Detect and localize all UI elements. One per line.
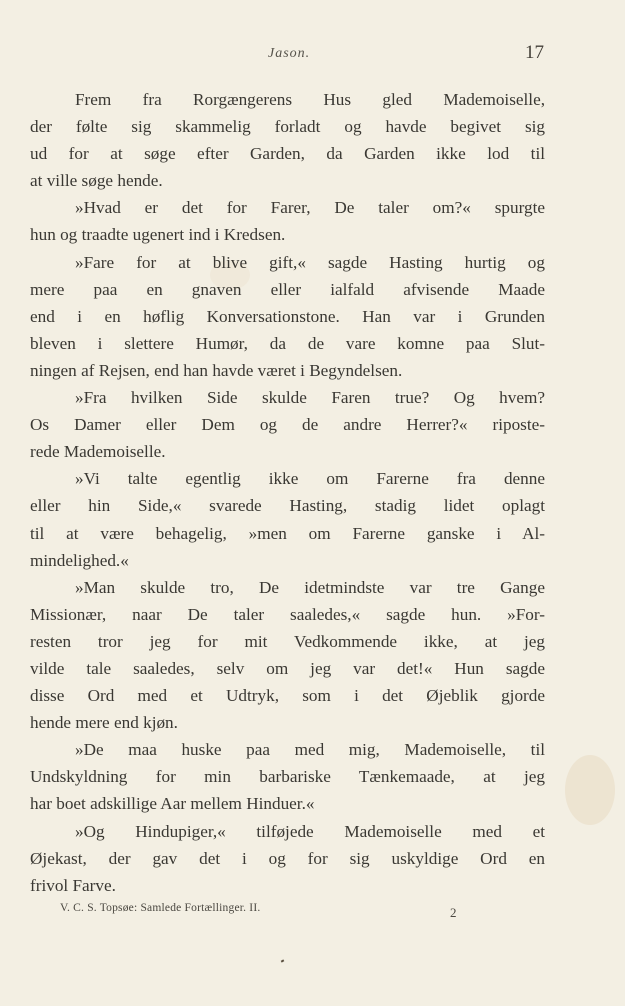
text-line: mindelighed.« — [30, 550, 129, 570]
running-title: Jason. — [268, 46, 311, 61]
text-line: har boet adskillige Aar mellem Hinduer.« — [30, 794, 315, 814]
text-line: Øjekast, der gav det i og for sig uskyldige Ord en — [30, 848, 545, 868]
text-line: Undskyldning for min barbariske Tænkemaade, at jeg — [30, 767, 545, 787]
text-line: »De maa huske paa med mig, Mademoiselle, til — [75, 740, 545, 760]
text-line: »Vi talte egentlig ikke om Farerne fra denne — [75, 469, 545, 489]
body-text — [30, 86, 545, 899]
signature-text: V. C. S. Topsøe: Samlede Fortællinger. II. — [60, 902, 261, 914]
text-line: vilde tale saaledes, selv om jeg var det!« Hun sagde — [30, 658, 545, 678]
text-line: end i en høflig Konversationstone. Han var i Grunden — [30, 306, 545, 326]
running-head — [0, 40, 625, 70]
text-line: til at være behagelig, »men om Farerne ganske i Al- — [30, 523, 545, 543]
text-line: disse Ord med et Udtryk, som i det Øjeblik gjorde — [30, 686, 545, 706]
printer-signature — [30, 902, 545, 922]
text-line: bleven i slettere Humør, da de vare komne paa Slut- — [30, 333, 545, 353]
text-line: rede Mademoiselle. — [30, 442, 166, 462]
text-line: »Fra hvilken Side skulde Faren true? Og hvem? — [75, 388, 545, 408]
text-line: hun og traadte ugenert ind i Kredsen. — [30, 225, 286, 245]
text-line: eller hin Side,« svarede Hasting, stadig lidet oplagt — [30, 496, 545, 516]
text-line: »Man skulde tro, De idetmindste var tre Gange — [75, 577, 545, 597]
text-line: Missionær, naar De taler saaledes,« sagde hun. »For- — [30, 604, 545, 624]
text-line: ningen af Rejsen, end han havde været i Begyndelsen. — [30, 360, 403, 380]
text-line: mere paa en gnaven eller ialfald afvisende Maade — [30, 279, 545, 299]
ink-speck — [281, 959, 285, 962]
paper-stain — [565, 755, 615, 825]
text-line: resten tror jeg for mit Vedkommende ikke, at jeg — [30, 631, 545, 651]
signature-number: 2 — [450, 905, 457, 920]
text-line: Frem fra Rorgængerens Hus gled Mademoiselle, — [75, 90, 545, 109]
text-line: Os Damer eller Dem og de andre Herrer?« riposte- — [30, 415, 545, 435]
text-line: ud for at søge efter Garden, da Garden ikke lod til — [30, 144, 545, 164]
text-line: der følte sig skammelig forladt og havde begivet sig — [30, 117, 545, 137]
page-number: 17 — [525, 42, 544, 63]
text-line: hende mere end kjøn. — [30, 713, 178, 733]
text-line: at ville søge hende. — [30, 171, 163, 191]
text-line: »Fare for at blive gift,« sagde Hasting hurtig og — [75, 252, 545, 272]
text-line: »Og Hindupiger,« tilføjede Mademoiselle med et — [75, 821, 545, 841]
text-line: »Hvad er det for Farer, De taler om?« spurgte — [75, 198, 545, 218]
text-line: frivol Farve. — [30, 875, 116, 895]
